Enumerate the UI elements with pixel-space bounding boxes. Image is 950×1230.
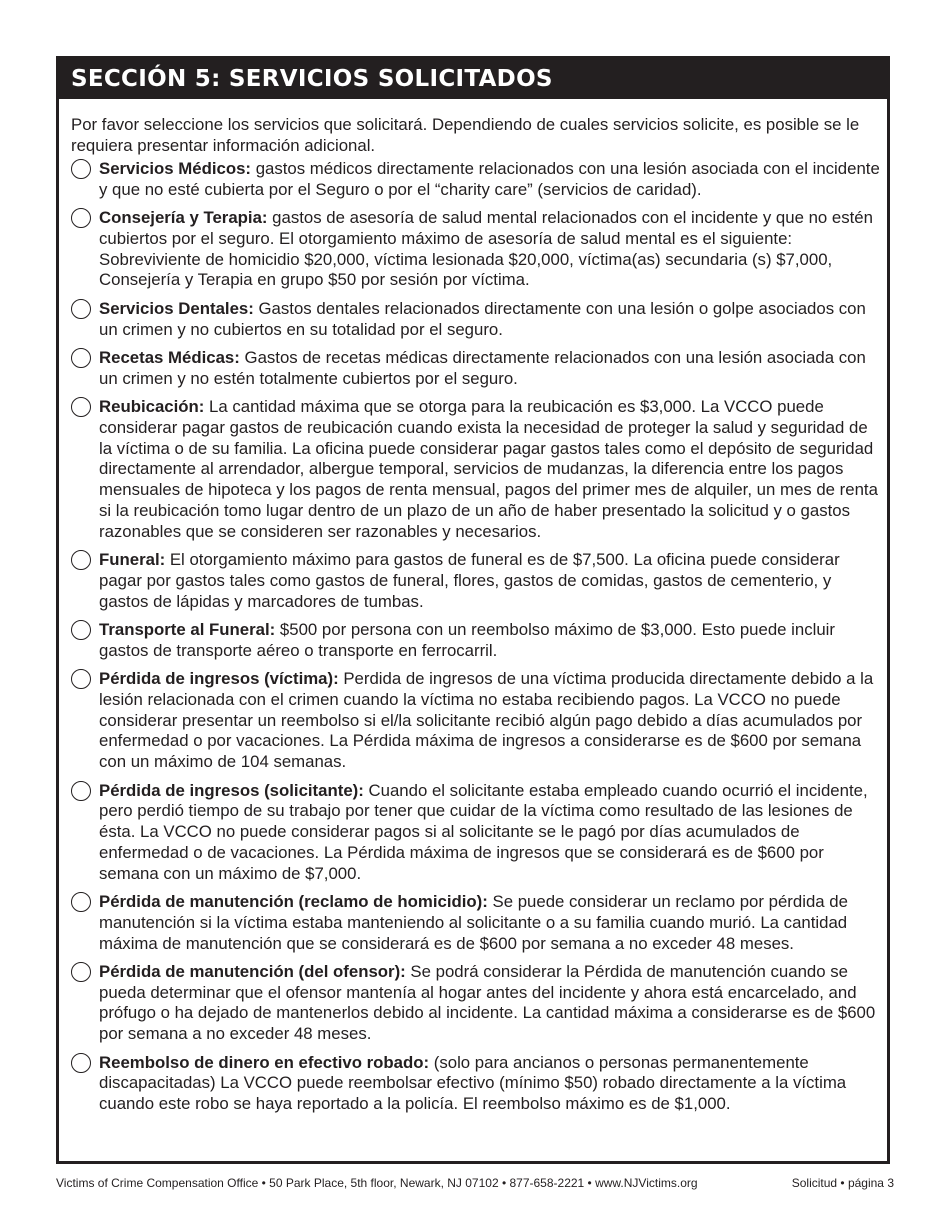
service-radio-button[interactable] <box>71 397 91 417</box>
section-title: SECCIÓN 5: SERVICIOS SOLICITADOS <box>59 59 887 99</box>
service-description <box>99 962 881 1045</box>
service-label: Consejería y Terapia: <box>99 208 268 228</box>
service-radio-button[interactable] <box>71 159 91 179</box>
service-option[interactable] <box>71 208 881 291</box>
service-text: Gastos dentales relacionados directamente con una lesión o golpe asociados con un crimen y no cubiertos en su totalidad por el seguro. <box>99 298 866 339</box>
service-radio-button[interactable] <box>71 208 91 228</box>
service-description <box>99 348 881 390</box>
service-text: (solo para ancianos o personas permanentemente discapacitadas) La VCCO puede reembolsar efectivo (mínimo $50) robado directamente a la víctima cuando este robo se haya reportado a la policía. El reembolso máximo es de $1,000. <box>99 1052 847 1114</box>
service-option[interactable] <box>71 892 881 954</box>
section-intro: Por favor seleccione los servicios que solicitará. Dependiendo de cuales servicios solicite, es posible se le requiera presentar información adicional. <box>71 115 860 155</box>
service-text: gastos médicos directamente relacionados con una lesión asociada con el incidente y que no esté cubierta por el Seguro o por el “charity care” (servicios de caridad). <box>99 159 880 199</box>
service-radio-button[interactable] <box>71 620 91 640</box>
service-text: La cantidad máxima que se otorga para la reubicación es $3,000. La VCCO puede considerar pagar gastos de reubicación cuando exista la necesidad de proteger la salud y seguridad de la víctima o de su familia. La oficina puede considerar pagar gastos tales como el depósito de seguridad directamente al arrendador, albergue temporal, servicios de mudanzas, la diferencia entre los pagos mensuales de hipoteca y los pagos de renta mensual, pagos del primer mes de alquiler, un mes de renta si la reubicación tomo lugar dentro de un plazo de un año de haber presentado la solicitud y o gastos razonables que se consideren ser razonables y necesarios. <box>99 396 878 541</box>
service-option[interactable] <box>71 620 881 662</box>
service-label: Funeral: <box>99 550 166 570</box>
service-description <box>99 208 881 291</box>
service-description <box>99 1053 881 1115</box>
service-radio-button[interactable] <box>71 962 91 982</box>
service-text: Perdida de ingresos de una víctima producida directamente debido a la lesión relacionada con el crimen cuando la víctima no estaba recibiendo pagos. La VCCO no puede considerar presentar un reembolso si el/la solicitante recibió algún pago debido a días acumulados por enfermedad o por vacaciones. La Pérdida máxima de ingresos a considerarse es de $600 por semana con un máximo de 104 semanas. <box>99 669 874 772</box>
service-label: Pérdida de manutención (reclamo de homicidio): <box>99 892 488 911</box>
services-list <box>71 159 881 1122</box>
service-option[interactable] <box>71 550 881 612</box>
service-text: Cuando el solicitante estaba empleado cuando ocurrió el incidente, pero perdió tiempo de su trabajo por tener que cuidar de la víctima como resultado de las lesiones de ésta. La VCCO no puede considerar pagos si al solicitante se le pagó por días acumulados de enfermedad o de vacaciones. La Pérdida máxima de ingresos que se considerará es de $600 por semana con un máximo de $7,000. <box>99 780 868 883</box>
service-option[interactable] <box>71 299 881 341</box>
services-section <box>56 56 890 1164</box>
service-description <box>99 892 881 954</box>
service-text: $500 por persona con un reembolso máximo de $3,000. Esto puede incluir gastos de transporte aéreo o transporte en ferrocarril. <box>99 619 835 660</box>
footer-page-number: Solicitud • página 3 <box>791 1176 894 1190</box>
footer-office-info: Victims of Crime Compensation Office • 50 Park Place, 5th floor, Newark, NJ 07102 • 877-658-2221 • www.NJVictims.org <box>56 1176 698 1190</box>
service-label: Recetas Médicas: <box>99 347 240 367</box>
service-description <box>99 397 881 543</box>
service-label: Pérdida de ingresos (víctima): <box>99 669 339 689</box>
service-option[interactable] <box>71 781 881 885</box>
service-label: Transporte al Funeral: <box>99 619 276 639</box>
service-description <box>99 669 881 773</box>
service-option[interactable] <box>71 397 881 543</box>
service-radio-button[interactable] <box>71 1053 91 1073</box>
service-option[interactable] <box>71 1053 881 1115</box>
service-description <box>99 620 881 662</box>
service-text: gastos de asesoría de salud mental relacionados con el incidente y que no estén cubiertos por el seguro. El otorgamiento máximo de asesoría de salud mental es el siguiente: Sobreviviente de homicidio $20,000, víctima lesionada $20,000, víctima(as) secundaria (s) $7,000, Consejería y Terapia en grupo $50 por sesión por víctima. <box>99 208 873 290</box>
service-label: Servicios Dentales: <box>99 298 254 318</box>
service-option[interactable] <box>71 669 881 773</box>
service-radio-button[interactable] <box>71 781 91 801</box>
service-text: Se puede considerar un reclamo por pérdida de manutención si la víctima estaba manteniendo al solicitante o a su familia cuando murió. La cantidad máxima de manutención que se considerará es de $600 por semana a no exceder 48 meses. <box>99 892 848 953</box>
service-option[interactable] <box>71 348 881 390</box>
service-description <box>99 299 881 341</box>
service-option[interactable] <box>71 962 881 1045</box>
service-radio-button[interactable] <box>71 299 91 319</box>
service-text: Gastos de recetas médicas directamente relacionados con una lesión asociada con un crimen y no estén totalmente cubiertos por el seguro. <box>99 347 866 388</box>
service-radio-button[interactable] <box>71 892 91 912</box>
service-radio-button[interactable] <box>71 348 91 368</box>
service-label: Reembolso de dinero en efectivo robado: <box>99 1052 430 1072</box>
service-description <box>99 159 881 201</box>
service-text: Se podrá considerar la Pérdida de manutención cuando se pueda determinar que el ofensor mantenía al hogar antes del incidente y ahora está encarcelado, and prófugo o ha dejado de mantenerlos debido al incidente. La cantidad máxima a considerarse es de $600 por semana a no exceder 48 meses. <box>99 961 876 1044</box>
service-label: Reubicación: <box>99 396 205 416</box>
service-radio-button[interactable] <box>71 669 91 689</box>
service-label: Pérdida de manutención (del ofensor): <box>99 961 406 981</box>
service-description <box>99 781 881 885</box>
service-label: Pérdida de ingresos (solicitante): <box>99 780 364 800</box>
service-radio-button[interactable] <box>71 550 91 570</box>
service-text: El otorgamiento máximo para gastos de funeral es de $7,500. La oficina puede considerar pagar por gastos tales como gastos de funeral, flores, gastos de comidas, gastos de cementerio, y gastos de lápidas y marcadores de tumbas. <box>99 550 840 611</box>
service-label: Servicios Médicos: <box>99 159 252 178</box>
service-description <box>99 550 881 612</box>
service-option[interactable] <box>71 159 881 201</box>
